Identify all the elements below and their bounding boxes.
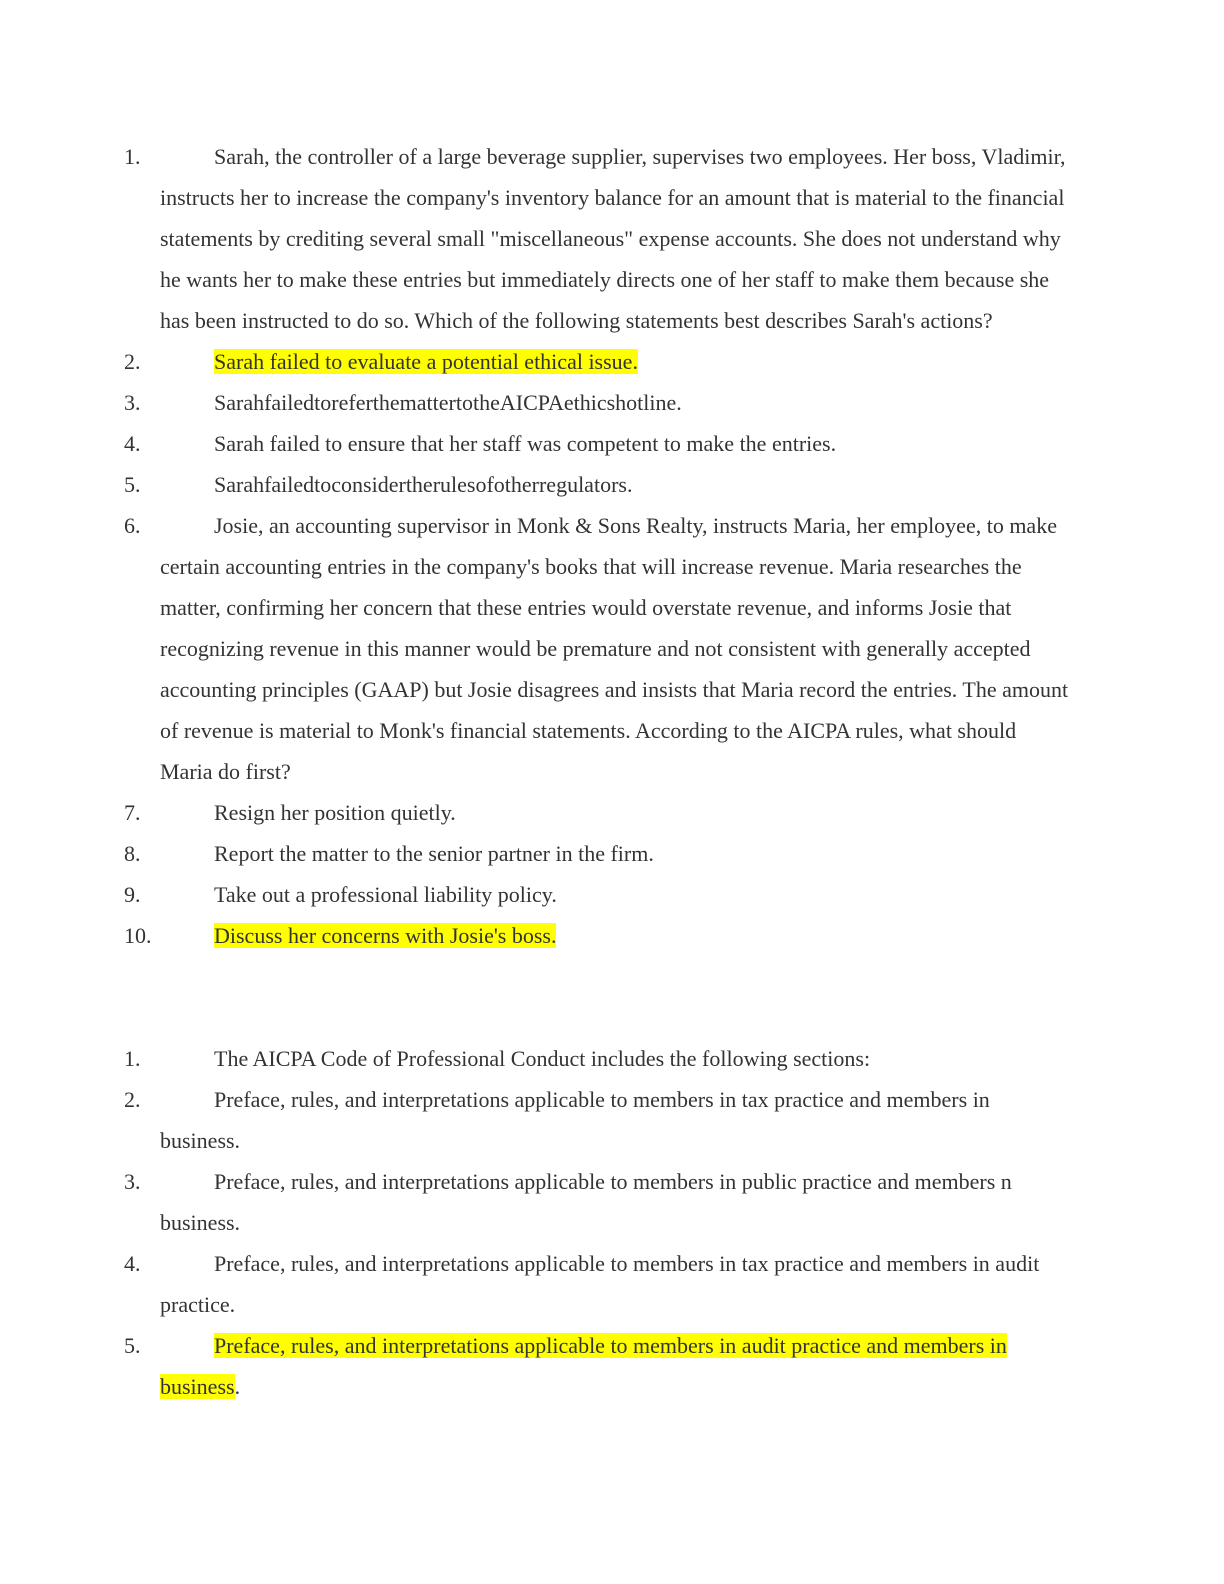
item-number: 5. bbox=[124, 472, 141, 497]
item-number: 2. bbox=[124, 1087, 141, 1112]
highlighted-answer: Discuss her concerns with Josie's boss. bbox=[214, 923, 557, 948]
item-number: 1. bbox=[124, 144, 141, 169]
item-number: 4. bbox=[124, 431, 141, 456]
question-list-1 bbox=[124, 136, 1072, 956]
list-item bbox=[124, 1079, 1072, 1161]
list-item bbox=[124, 382, 1072, 423]
item-text: Sarah failed to ensure that her staff was competent to make the entries. bbox=[214, 431, 837, 456]
list-item bbox=[124, 874, 1072, 915]
item-text: Take out a professional liability policy. bbox=[214, 882, 557, 907]
trailing-period: . bbox=[234, 1374, 241, 1399]
list-item bbox=[124, 833, 1072, 874]
list-item bbox=[124, 505, 1072, 792]
question-list-2 bbox=[124, 1038, 1072, 1407]
item-number: 4. bbox=[124, 1251, 141, 1276]
list-item bbox=[124, 423, 1072, 464]
list-item bbox=[124, 792, 1072, 833]
list-item bbox=[124, 1161, 1072, 1243]
item-text: Resign her position quietly. bbox=[214, 800, 456, 825]
item-number: 8. bbox=[124, 841, 141, 866]
list-item bbox=[124, 341, 1072, 382]
item-text: Preface, rules, and interpretations applicable to members in tax practice and members in business. bbox=[160, 1087, 990, 1153]
item-text: SarahfailedtoreferthemattertotheAICPAethicshotline. bbox=[214, 390, 682, 415]
item-text: Preface, rules, and interpretations applicable to members in tax practice and members in audit practice. bbox=[160, 1251, 1040, 1317]
item-number: 3. bbox=[124, 1169, 141, 1194]
list-item bbox=[124, 1325, 1072, 1407]
list-item bbox=[124, 136, 1072, 341]
item-text: Sarah, the controller of a large beverage supplier, supervises two employees. Her boss, Vladimir, instructs her to increase the company's inventory balance for an amount that is material to the financial statements by crediting several small "miscellaneous" expense accounts. She does not understand why he wants her to make these entries but immediately directs one of her staff to make them because she has been instructed to do so. Which of the following statements best describes Sarah's actions? bbox=[160, 144, 1066, 333]
item-text: Report the matter to the senior partner in the firm. bbox=[214, 841, 654, 866]
list-item bbox=[124, 915, 1072, 956]
item-number: 2. bbox=[124, 349, 141, 374]
item-number: 5. bbox=[124, 1333, 141, 1358]
item-text: Preface, rules, and interpretations applicable to members in public practice and members n business. bbox=[160, 1169, 1012, 1235]
list-item bbox=[124, 1243, 1072, 1325]
item-text: The AICPA Code of Professional Conduct includes the following sections: bbox=[214, 1046, 871, 1071]
item-number: 7. bbox=[124, 800, 141, 825]
highlighted-answer: Sarah failed to evaluate a potential ethical issue. bbox=[214, 349, 638, 374]
item-number: 1. bbox=[124, 1046, 141, 1071]
item-number: 3. bbox=[124, 390, 141, 415]
list-item bbox=[124, 464, 1072, 505]
item-number: 10. bbox=[124, 923, 152, 948]
highlighted-answer: Preface, rules, and interpretations applicable to members in audit practice and members in business bbox=[160, 1333, 1007, 1399]
item-text: Sarahfailedtoconsidertherulesofotherregulators. bbox=[214, 472, 633, 497]
item-number: 9. bbox=[124, 882, 141, 907]
list-item bbox=[124, 1038, 1072, 1079]
item-number: 6. bbox=[124, 513, 141, 538]
item-text: Josie, an accounting supervisor in Monk & Sons Realty, instructs Maria, her employee, to make certain accounting entries in the company's books that will increase revenue. Maria researches the matter, confirming her concern that these entries would overstate revenue, and informs Josie that recognizing revenue in this manner would be premature and not consistent with generally accepted accounting principles (GAAP) but Josie disagrees and insists that Maria record the entries. The amount of revenue is material to Monk's financial statements. According to the AICPA rules, what should Maria do first? bbox=[160, 513, 1069, 784]
